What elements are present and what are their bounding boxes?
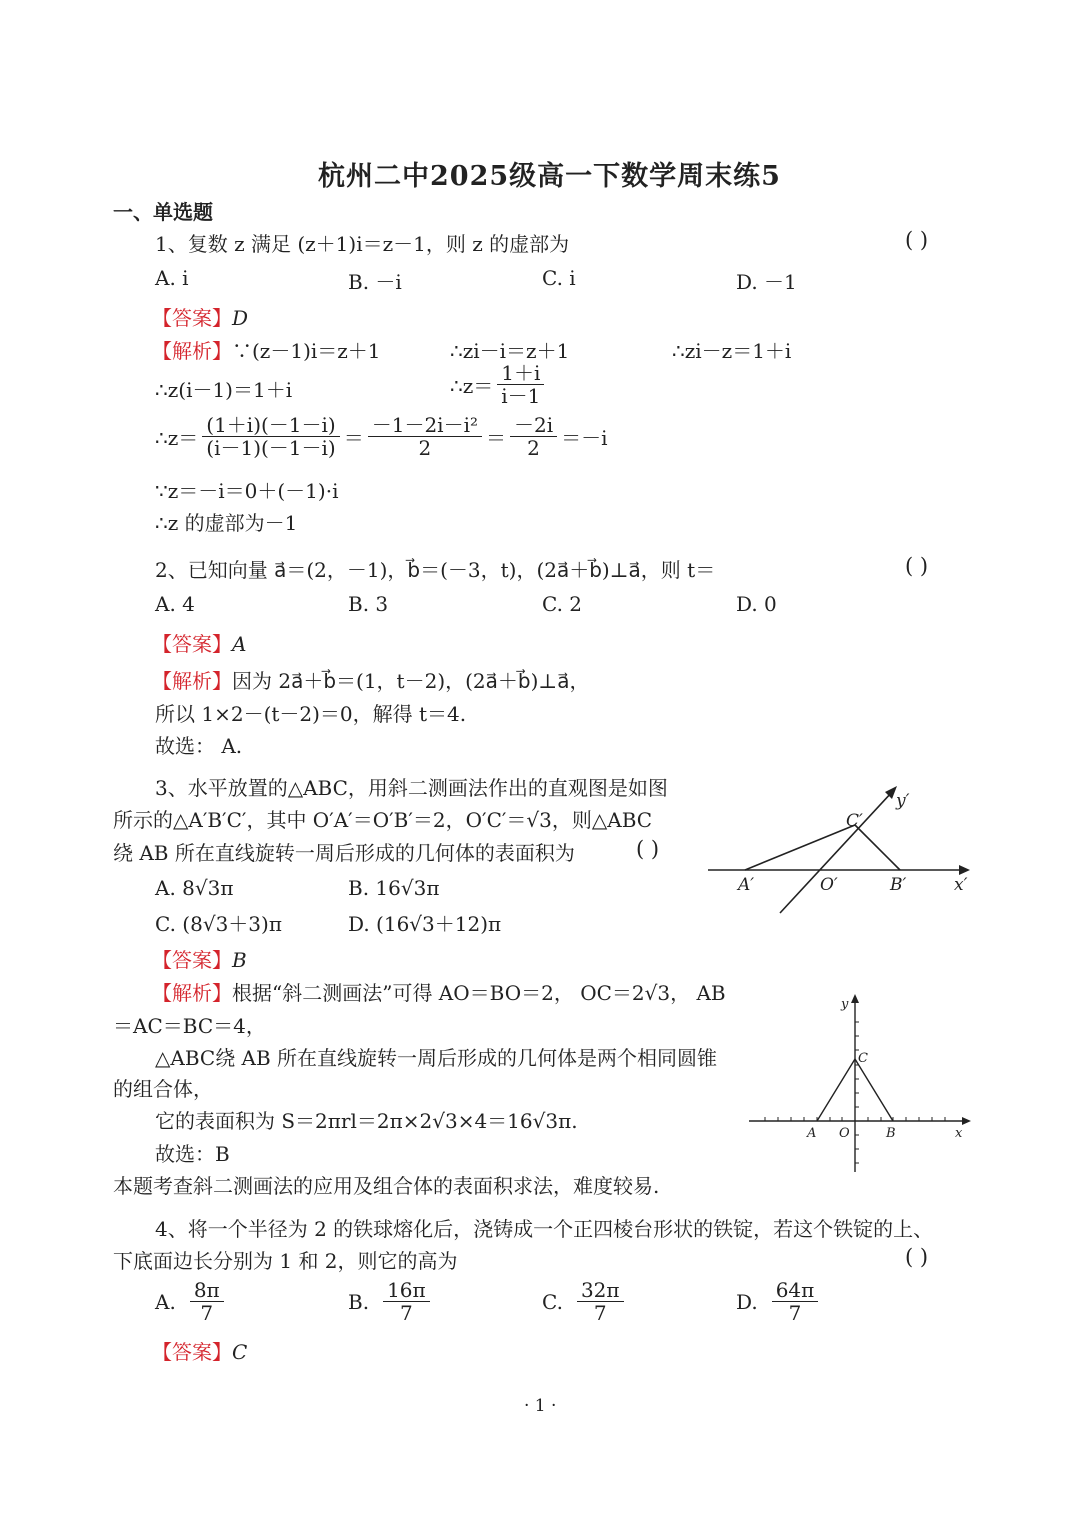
fraction-numerator: 16π [383,1279,430,1302]
option-letter: C. [542,1289,563,1314]
q1-option-a: A. i [155,266,189,290]
fraction-numerator: 64π [772,1279,819,1302]
x-axis-arrow-icon [959,865,970,875]
fraction [190,1279,224,1324]
q3-original-figure [745,992,975,1174]
label-c: C [858,1051,868,1066]
label-a-prime: A′ [738,875,755,895]
q1-option-c: C. i [542,266,576,290]
q3-analysis-line4: 的组合体， [113,1077,213,1101]
option-letter: A. [155,1289,176,1314]
segment-c-b [855,825,900,870]
section-heading: 一、单选题 [113,200,213,224]
q4-option-a [155,1279,228,1324]
q3-stem-line1: 3、水平放置的△ABC，用斜二测画法作出的直观图是如图 [155,776,668,800]
answer-value: C [232,1340,248,1364]
label-b-prime: B′ [890,875,907,895]
analysis-text: ∴z＝ [450,374,494,398]
q4-option-c [542,1279,628,1324]
fraction [497,362,544,407]
label-y-prime: y′ [896,791,910,811]
fraction-numerator: －2i [510,414,557,437]
q1-option-d: D. －1 [736,270,797,294]
fraction [368,414,482,459]
fraction-denominator: 7 [593,1301,607,1325]
fraction-numerator: 8π [190,1279,224,1302]
label-o-prime: O′ [820,875,838,895]
q1-analysis-fraction-line [450,362,548,407]
answer-value: B [232,948,247,972]
fraction-denominator: 2 [527,436,540,460]
segment-a-c [817,1059,855,1121]
fraction-denominator: 2 [418,436,432,460]
label-o: O [839,1126,850,1141]
q3-analysis-note: 本题考查斜二测画法的应用及组合体的表面积求法，难度较易. [113,1174,660,1198]
analysis-tag: 【解析】 [152,339,232,363]
fraction-denominator: (i－1)(－1－i) [206,436,336,460]
page-number: · 1 · [524,1396,557,1416]
q1-analysis-step: ∴zi－z＝1＋i [672,339,792,363]
page-title: 杭州二中2025级高一下数学周末练5 [318,161,781,192]
q2-answer-paren: ( ) [905,554,929,578]
fraction [772,1279,819,1324]
label-x: x [955,1126,963,1141]
fraction [577,1279,624,1324]
q4-answer-paren: ( ) [905,1245,929,1269]
q1-analysis-compute-line [155,414,608,459]
analysis-text: 因为 2a⃗＋b⃗＝(1，t－2)，(2a⃗＋b⃗)⊥a⃗， [232,669,590,693]
label-x-prime: x′ [954,875,968,895]
analysis-step: ∵(z－1)i＝z＋1 [232,339,381,363]
q2-option-a: A. 4 [155,592,195,616]
fraction-numerator: (1＋i)(－1－i) [202,414,339,437]
answer-tag: 【答案】 [152,306,232,330]
fraction [383,1279,430,1324]
q2-answer [152,628,246,657]
q3-analysis-line6: 故选：B [155,1142,230,1166]
q3-option-a: A. 8√3π [155,876,234,900]
answer-tag: 【答案】 [152,1340,232,1364]
q2-stem: 2、已知向量 a⃗＝(2，－1)，b⃗＝(－3，t)，(2a⃗＋b⃗)⊥a⃗，则 t＝ [155,558,716,582]
analysis-text: ＝－i [561,426,608,450]
q3-answer [152,944,247,973]
q3-analysis-line5: 它的表面积为 S＝2πrl＝2π×2√3×4＝16√3π. [155,1109,578,1133]
q2-option-d: D. 0 [736,592,777,616]
q1-answer-paren: ( ) [905,228,929,252]
q1-analysis-step: ∵z＝－i＝0＋(－1)·i [155,479,339,503]
q1-option-b: B. －i [348,270,402,294]
answer-tag: 【答案】 [152,948,232,972]
fraction-denominator: 7 [200,1301,214,1325]
q2-analysis-line1 [152,665,589,694]
q3-analysis-line2: ＝AC＝BC＝4， [113,1014,266,1038]
q3-analysis-line1 [152,977,726,1006]
q3-stem-line3: 绕 AB 所在直线旋转一周后形成的几何体的表面积为 [113,841,575,865]
q3-option-d: D. (16√3＋12)π [348,912,502,936]
fraction-numerator: 32π [577,1279,624,1302]
q2-analysis-line2: 所以 1×2－(t－2)＝0，解得 t＝4. [155,702,467,726]
q3-stem-line2: 所示的△A′B′C′，其中 O′A′＝O′B′＝2，O′C′＝√3，则△ABC [113,808,653,832]
answer-value: A [232,632,247,656]
q1-analysis-step: ∴z(i－1)＝1＋i [155,378,293,402]
analysis-tag: 【解析】 [152,981,232,1005]
answer-tag: 【答案】 [152,632,232,656]
fraction-denominator: i－1 [501,384,541,408]
fraction-denominator: 7 [399,1301,413,1325]
label-a: A [807,1126,817,1141]
analysis-text: 根据“斜二测画法”可得 AO＝BO＝2， OC＝2√3， AB [232,981,726,1005]
equals: ＝ [485,426,506,450]
label-c-prime: C′ [846,811,863,831]
fraction-numerator: 1＋i [497,362,544,385]
segment-a-c [745,825,855,870]
option-letter: D. [736,1289,758,1314]
q2-analysis-line3: 故选： A. [155,734,243,758]
q4-stem-line2: 下底面边长分别为 1 和 2，则它的高为 [113,1249,458,1273]
label-y: y [841,997,849,1012]
fraction [510,414,557,459]
q3-answer-paren: ( ) [636,837,660,861]
q1-analysis-conclusion: ∴z 的虚部为－1 [155,511,298,535]
fraction-denominator: 7 [788,1301,802,1325]
q3-oblique-figure [700,782,980,922]
equals: ＝ [343,426,364,450]
q4-answer [152,1336,247,1365]
q4-stem-line1: 4、将一个半径为 2 的铁球熔化后，浇铸成一个正四棱台形状的铁锭，若这个铁锭的上、 [155,1217,934,1241]
q3-option-b: B. 16√3π [348,876,440,900]
q1-analysis-line1 [152,335,381,364]
fraction [202,414,339,459]
q1-stem: 1、复数 z 满足 (z＋1)i＝z－1，则 z 的虚部为 [155,232,570,256]
q2-option-b: B. 3 [348,592,389,616]
fraction-numerator: －1－2i－i² [368,414,482,437]
q4-option-d [736,1279,822,1324]
analysis-text: ∴z＝ [155,426,199,450]
label-b: B [886,1126,896,1141]
q3-option-c: C. (8√3＋3)π [155,912,282,936]
analysis-tag: 【解析】 [152,669,232,693]
answer-value: D [232,306,249,330]
q3-analysis-line3: △ABC绕 AB 所在直线旋转一周后形成的几何体是两个相同圆锥 [155,1046,718,1070]
q1-answer [152,302,248,331]
y-axis-arrow-icon [851,994,859,1003]
q2-option-c: C. 2 [542,592,583,616]
q4-option-b [348,1279,434,1324]
segment-c-b [855,1059,893,1121]
option-letter: B. [348,1289,370,1314]
x-axis-arrow-icon [962,1117,971,1125]
q1-analysis-step: ∴zi－i＝z＋1 [450,339,570,363]
